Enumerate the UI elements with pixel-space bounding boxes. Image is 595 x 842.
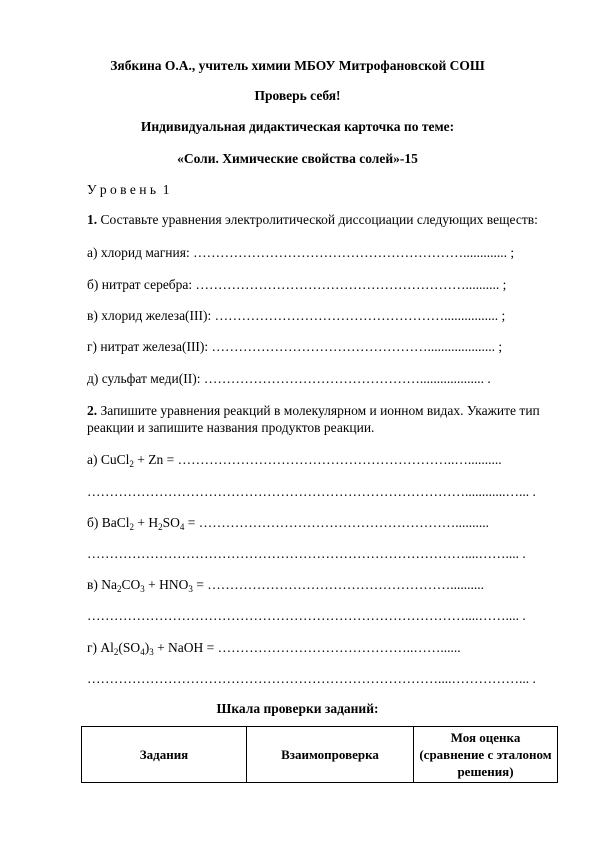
grading-table bbox=[81, 726, 558, 783]
author-line: Зябкина О.А., учитель химии МБОУ Митрофановской СОШ bbox=[110, 58, 485, 73]
reaction-a-continuation: …………………………………………………………………………............…... . bbox=[87, 484, 536, 499]
reaction-c: в) $Na_2CO_3 + HNO_3$ = ……………………………………………….......... bbox=[87, 577, 485, 594]
task2-text: Запишите уравнения реакций в молекулярном и ионном видах. Укажите тип bbox=[97, 403, 540, 418]
scale-title: Шкала проверки заданий: bbox=[216, 701, 379, 716]
reaction-a: а) CuCl$_2$ + Zn = ……………………………………………………..….......... bbox=[87, 452, 502, 469]
task1-item-d: г) нитрат железа(III): ………………………………………….................... ; bbox=[87, 339, 503, 354]
reaction-d: г) $Al_2(SO_4)_3$ + NaOH = ……………………………………..……...... bbox=[87, 640, 461, 657]
table-header-self-assessment: Моя оценка (сравнение с эталоном решения) bbox=[414, 727, 558, 783]
check-title: Проверь себя! bbox=[254, 88, 341, 103]
table-row bbox=[82, 727, 558, 783]
task1-text: Составьте уравнения электролитической диссоциации следующих веществ: bbox=[97, 212, 538, 227]
reaction-b-continuation: …………………………………………………………………………....…….... . bbox=[87, 546, 526, 561]
task1-item-a: а) хлорид магния: ……………………………………………………............. ; bbox=[87, 245, 515, 260]
task1-item-c: в) хлорид железа(III): ……………………………………………................ ; bbox=[87, 308, 506, 323]
table-header-tasks: Задания bbox=[82, 727, 247, 783]
table-header-peer-review: Взаимопроверка bbox=[247, 727, 414, 783]
topic-title: «Соли. Химические свойства солей»-15 bbox=[177, 151, 418, 166]
level-heading: У р о в е н ь 1 bbox=[87, 182, 170, 197]
task2-instruction-line2: реакции и запишите названия продуктов реакции. bbox=[87, 420, 375, 435]
reaction-d-continuation: ……………………………………………………………………....……………... . bbox=[87, 671, 536, 686]
task1-instruction bbox=[87, 212, 538, 228]
task2-instruction-line1 bbox=[87, 403, 540, 419]
reaction-c-continuation: …………………………………………………………………………....…….... . bbox=[87, 608, 526, 623]
reaction-b: б) BaCl$_2$ + $H_2SO_4$ = ………………………………………………….......... bbox=[87, 515, 490, 532]
task1-item-e: д) сульфат меди(II): …………………………………………................... . bbox=[87, 371, 491, 386]
task2-number: 2. bbox=[87, 403, 98, 418]
card-title: Индивидуальная дидактическая карточка по теме: bbox=[140, 119, 455, 134]
task1-number: 1. bbox=[87, 212, 98, 227]
task1-item-b: б) нитрат серебра: …………………………………………………….......... ; bbox=[87, 277, 507, 292]
